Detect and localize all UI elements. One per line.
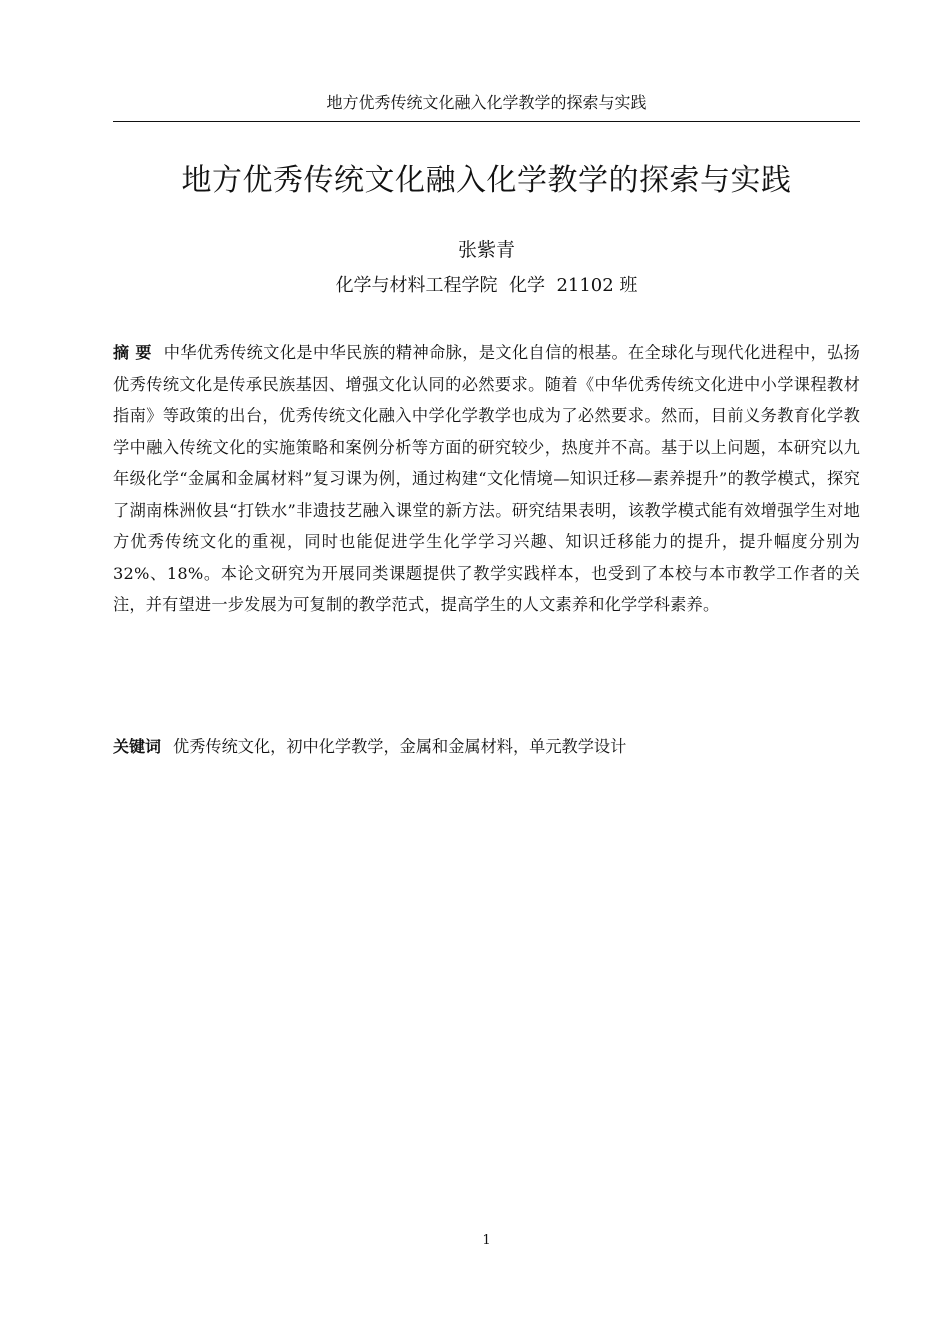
keywords-text: 优秀传统文化，初中化学教学，金属和金属材料，单元教学设计 [173, 737, 627, 756]
running-header: 地方优秀传统文化融入化学教学的探索与实践 [326, 93, 647, 112]
abstract-text: 中华优秀传统文化是中华民族的精神命脉，是文化自信的根基。在全球化与现代化进程中，弘扬优秀传统文化是传承民族基因、增强文化认同的必然要求。随着《中华优秀传统文化进中小学课程教材指南》等政策的出台，优秀传统文化融入中学化学教学也成为了必然要求。然而，目前义务教育化学教学中融入传统文化的实施策略和案例分析等方面的研究较少，热度并不高。基于以上问题，本研究以九年级化学“金属和金属材料”复习课为例，通过构建“文化情境—知识迁移—素养提升”的教学模式，探究了湖南株洲攸县“打铁水”非遗技艺融入课堂的新方法。研究结果表明，该教学模式能有效增强学生对地方优秀传统文化的重视，同时也能促进学生化学学习兴趣、知识迁移能力的提升，提升幅度分别为32%、18%。本论文研究为开展同类课题提供了教学实践样本，也受到了本校与本市教学工作者的关注，并有望进一步发展为可复制的教学范式，提高学生的人文素养和化学学科素养。 [113, 343, 861, 614]
keywords [113, 733, 860, 761]
header-divider [113, 121, 860, 122]
keywords-label: 关键词 [113, 737, 162, 756]
abstract-label: 摘 要 [113, 343, 152, 362]
author-name: 张紫青 [457, 239, 515, 261]
abstract [113, 337, 860, 621]
page-number: 1 [482, 1233, 491, 1248]
author-affiliation: 化学与材料工程学院 化学 21102 班 [335, 275, 638, 296]
paper-title: 地方优秀传统文化融入化学教学的探索与实践 [181, 163, 792, 199]
